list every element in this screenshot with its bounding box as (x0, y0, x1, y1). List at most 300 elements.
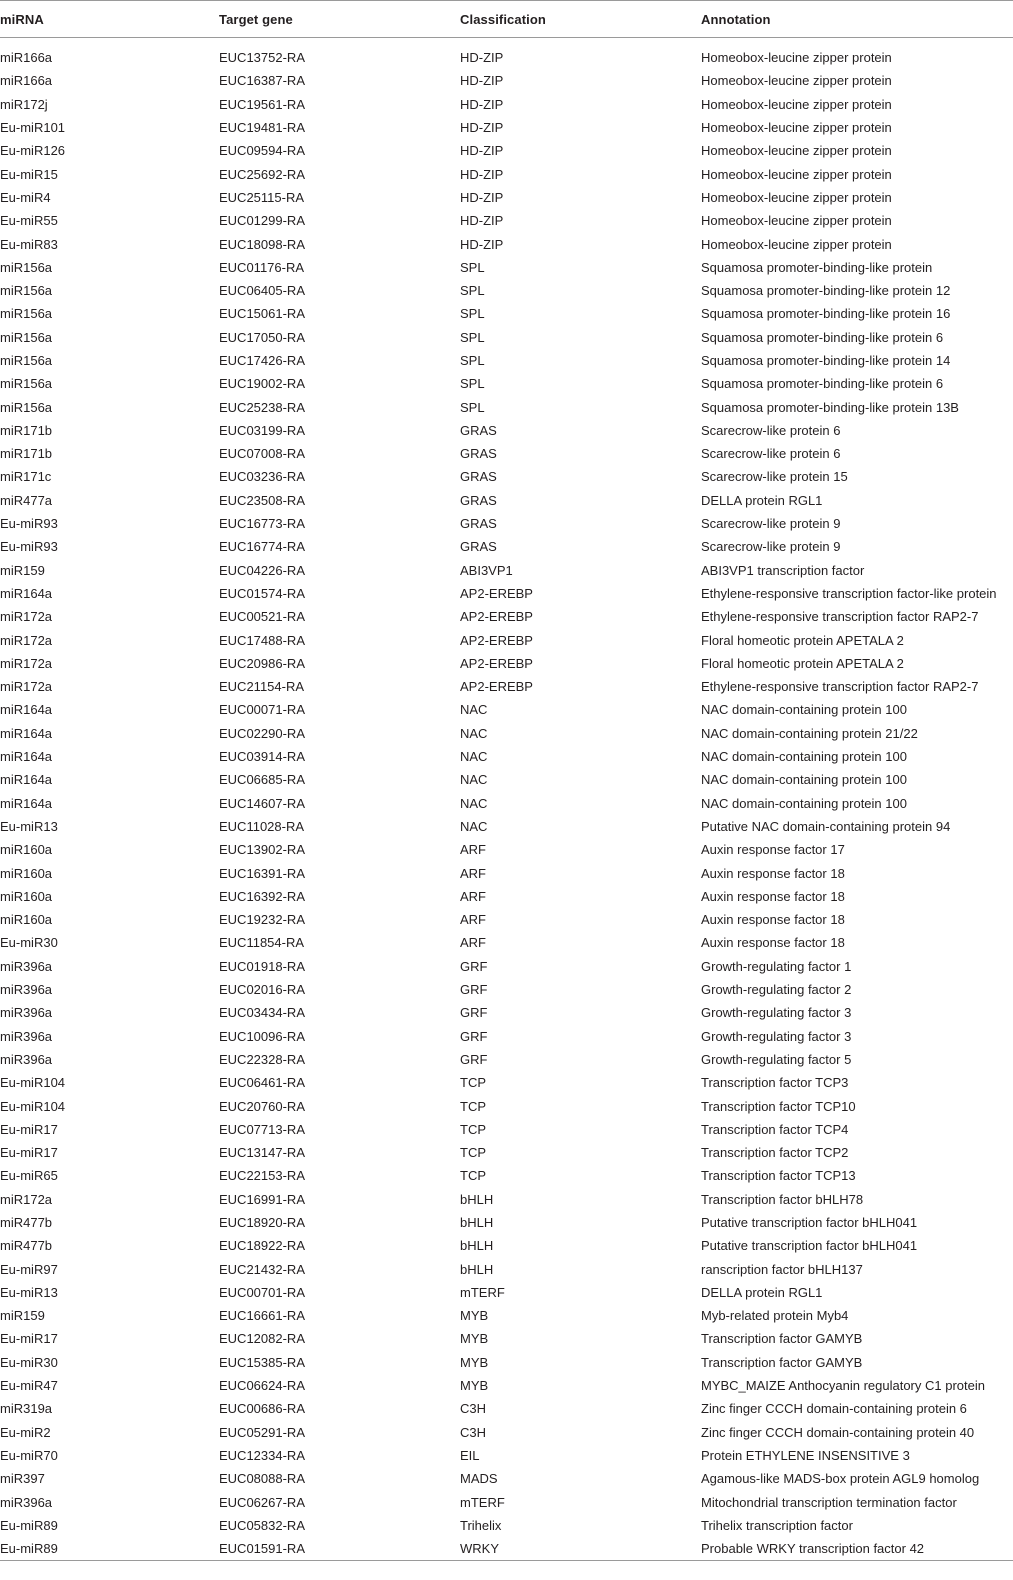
cell-annotation: Transcription factor GAMYB (701, 1331, 863, 1347)
table-row (0, 1374, 1013, 1397)
table-row (0, 489, 1013, 512)
cell-mirna: Eu-miR2 (0, 1424, 51, 1440)
header-classification: Classification (460, 1, 701, 38)
table-row (0, 1094, 1013, 1117)
table-row (0, 395, 1013, 418)
table-row (0, 1514, 1013, 1537)
cell-classification: MYB (460, 1378, 489, 1394)
cell-classification: ARF (460, 865, 486, 881)
cell-annotation: Transcription factor TCP3 (701, 1075, 849, 1091)
table-row (0, 69, 1013, 92)
cell-annotation: Putative transcription factor bHLH041 (701, 1214, 918, 1230)
table-row (0, 559, 1013, 582)
table-row (0, 116, 1013, 139)
table-row (0, 1421, 1013, 1444)
cell-classification: SPL (460, 283, 485, 299)
cell-annotation: MYBC_MAIZE Anthocyanin regulatory C1 protein (701, 1378, 985, 1394)
cell-classification: GRAS (460, 469, 497, 485)
cell-target-gene: EUC17426-RA (219, 353, 305, 368)
cell-target-gene: EUC23508-RA (219, 492, 305, 508)
cell-target-gene: EUC03199-RA (219, 422, 305, 438)
cell-classification: TCP (460, 1168, 486, 1184)
cell-mirna: miR156a (0, 399, 53, 415)
cell-mirna: miR156a (0, 283, 53, 299)
cell-mirna: miR164a (0, 585, 53, 601)
cell-annotation: Agamous-like MADS-box protein AGL9 homolog (701, 1471, 980, 1487)
cell-target-gene: EUC06624-RA (219, 1378, 305, 1394)
cell-classification: HD-ZIP (460, 143, 504, 159)
cell-annotation: Putative transcription factor bHLH041 (701, 1238, 918, 1254)
cell-target-gene: EUC21432-RA (219, 1261, 305, 1277)
table-row (0, 675, 1013, 698)
cell-mirna: Eu-miR30 (0, 935, 58, 951)
cell-target-gene: EUC16991-RA (219, 1191, 305, 1207)
cell-annotation: Homeobox-leucine zipper protein (701, 96, 892, 112)
table-row (0, 1234, 1013, 1257)
cell-annotation: Ethylene-responsive transcription factor-like protein (701, 585, 997, 601)
cell-classification: NAC (460, 725, 488, 741)
cell-annotation: Auxin response factor 18 (701, 912, 845, 928)
cell-target-gene: EUC00686-RA (219, 1401, 305, 1417)
cell-classification: AP2-EREBP (460, 655, 533, 671)
cell-target-gene: EUC12334-RA (219, 1447, 305, 1463)
cell-mirna: miR319a (0, 1401, 53, 1417)
table-row (0, 1444, 1013, 1467)
cell-annotation: Auxin response factor 18 (701, 865, 845, 881)
table-row (0, 535, 1013, 558)
cell-target-gene: EUC03914-RA (219, 749, 305, 765)
table-row (0, 1188, 1013, 1211)
cell-classification: NAC (460, 818, 488, 834)
cell-mirna: Eu-miR17 (0, 1121, 58, 1137)
cell-mirna: Eu-miR97 (0, 1261, 58, 1277)
cell-annotation: Squamosa promoter-binding-like protein 12 (701, 283, 951, 299)
cell-classification: TCP (460, 1121, 486, 1137)
cell-annotation: Homeobox-leucine zipper protein (701, 120, 892, 136)
cell-classification: AP2-EREBP (460, 679, 533, 695)
cell-target-gene: EUC16387-RA (219, 73, 305, 89)
cell-annotation: Homeobox-leucine zipper protein (701, 166, 892, 182)
cell-target-gene: EUC01918-RA (219, 958, 305, 974)
cell-target-gene: EUC06267-RA (219, 1494, 305, 1510)
cell-classification: SPL (460, 399, 485, 415)
table-row (0, 1141, 1013, 1164)
cell-mirna: Eu-miR104 (0, 1098, 66, 1114)
cell-classification: MYB (460, 1308, 489, 1324)
cell-classification: HD-ZIP (460, 73, 504, 89)
header-target-gene: Target gene (219, 1, 460, 38)
cell-annotation: Squamosa promoter-binding-like protein 16 (701, 306, 951, 322)
cell-mirna: miR164a (0, 772, 53, 788)
cell-mirna: miR477b (0, 1214, 53, 1230)
table-row (0, 1397, 1013, 1420)
table-row (0, 139, 1013, 162)
cell-classification: GRF (460, 1051, 488, 1067)
cell-mirna: miR396a (0, 1005, 53, 1021)
cell-mirna: Eu-miR93 (0, 516, 58, 532)
header-annotation: Annotation (701, 1, 1013, 38)
cell-classification: SPL (460, 376, 485, 392)
cell-classification: AP2-EREBP (460, 585, 533, 601)
cell-annotation: Growth-regulating factor 2 (701, 982, 852, 998)
cell-mirna: Eu-miR13 (0, 818, 58, 834)
cell-target-gene: EUC02016-RA (219, 982, 305, 998)
cell-mirna: miR172a (0, 1191, 53, 1207)
cell-classification: ARF (460, 888, 486, 904)
cell-classification: ARF (460, 935, 486, 951)
table-row (0, 372, 1013, 395)
cell-mirna: miR164a (0, 795, 53, 811)
cell-classification: NAC (460, 795, 488, 811)
cell-classification: mTERF (460, 1494, 505, 1510)
table-row (0, 955, 1013, 978)
table-row (0, 46, 1013, 69)
cell-classification: C3H (460, 1401, 487, 1417)
cell-classification: HD-ZIP (460, 166, 504, 182)
table-row (0, 326, 1013, 349)
table-row (0, 931, 1013, 954)
cell-annotation: Myb-related protein Myb4 (701, 1308, 849, 1324)
cell-mirna: miR160a (0, 888, 53, 904)
cell-annotation: NAC domain-containing protein 100 (701, 702, 907, 718)
cell-annotation: NAC domain-containing protein 100 (701, 749, 907, 765)
table-row (0, 279, 1013, 302)
table-row (0, 93, 1013, 116)
cell-annotation: Transcription factor TCP2 (701, 1145, 849, 1161)
table-row (0, 698, 1013, 721)
cell-annotation: NAC domain-containing protein 21/22 (701, 725, 918, 741)
cell-mirna: miR164a (0, 702, 53, 718)
cell-target-gene: EUC11854-RA (219, 935, 305, 951)
cell-classification: GRF (460, 958, 488, 974)
cell-mirna: Eu-miR70 (0, 1447, 58, 1463)
cell-mirna: Eu-miR17 (0, 1145, 58, 1161)
cell-annotation: DELLA protein RGL1 (701, 492, 823, 508)
cell-target-gene: EUC18922-RA (219, 1238, 305, 1254)
cell-target-gene: EUC10096-RA (219, 1028, 305, 1044)
cell-annotation: Squamosa promoter-binding-like protein 13B (701, 399, 959, 415)
cell-classification: GRF (460, 1005, 488, 1021)
cell-target-gene: EUC22153-RA (219, 1168, 305, 1184)
cell-mirna: miR396a (0, 982, 53, 998)
cell-target-gene: EUC18920-RA (219, 1214, 305, 1230)
cell-mirna: miR159 (0, 562, 45, 578)
cell-mirna: Eu-miR101 (0, 120, 66, 136)
cell-annotation: NAC domain-containing protein 100 (701, 795, 907, 811)
cell-mirna: Eu-miR89 (0, 1537, 219, 1560)
cell-mirna: miR172a (0, 632, 53, 648)
cell-mirna: Eu-miR93 (0, 539, 58, 555)
cell-mirna: miR396a (0, 1051, 53, 1067)
cell-target-gene: EUC20760-RA (219, 1098, 305, 1114)
table-row (0, 1537, 1013, 1560)
table-row (0, 419, 1013, 442)
cell-annotation: ranscription factor bHLH137 (701, 1261, 863, 1277)
table-row (0, 978, 1013, 1001)
cell-target-gene: EUC25115-RA (219, 189, 305, 205)
cell-classification: WRKY (460, 1537, 701, 1560)
cell-classification: bHLH (460, 1214, 494, 1230)
cell-annotation: Protein ETHYLENE INSENSITIVE 3 (701, 1447, 910, 1463)
cell-mirna: Eu-miR55 (0, 213, 58, 229)
cell-annotation: Transcription factor GAMYB (701, 1354, 863, 1370)
cell-target-gene: EUC01591-RA (219, 1537, 460, 1560)
cell-annotation: Transcription factor bHLH78 (701, 1191, 864, 1207)
cell-target-gene: EUC01299-RA (219, 213, 305, 229)
cell-target-gene: EUC07713-RA (219, 1121, 305, 1137)
cell-classification: GRAS (460, 539, 497, 555)
cell-mirna: miR397 (0, 1471, 45, 1487)
table-row (0, 628, 1013, 651)
table-row (0, 1351, 1013, 1374)
cell-target-gene: EUC00071-RA (219, 702, 305, 718)
cell-annotation: Homeobox-leucine zipper protein (701, 73, 892, 89)
header-row (0, 1, 1013, 38)
cell-annotation: Homeobox-leucine zipper protein (701, 213, 892, 229)
cell-classification: TCP (460, 1098, 486, 1114)
cell-target-gene: EUC13752-RA (219, 50, 305, 66)
cell-classification: HD-ZIP (460, 96, 504, 112)
header-mirna: miRNA (0, 1, 219, 38)
cell-target-gene: EUC12082-RA (219, 1331, 305, 1347)
cell-annotation: Floral homeotic protein APETALA 2 (701, 655, 904, 671)
cell-mirna: Eu-miR89 (0, 1517, 58, 1533)
table-row (0, 465, 1013, 488)
cell-classification: GRAS (460, 492, 497, 508)
cell-classification: HD-ZIP (460, 213, 504, 229)
cell-target-gene: EUC15061-RA (219, 306, 305, 322)
table-row (0, 861, 1013, 884)
cell-classification: GRF (460, 1028, 488, 1044)
cell-annotation: Squamosa promoter-binding-like protein (701, 259, 933, 275)
cell-target-gene: EUC21154-RA (219, 679, 305, 695)
cell-annotation: Squamosa promoter-binding-like protein 14 (701, 353, 951, 368)
table-row (0, 1467, 1013, 1490)
cell-classification: HD-ZIP (460, 236, 504, 252)
table-row (0, 162, 1013, 185)
cell-target-gene: EUC16661-RA (219, 1308, 305, 1324)
cell-classification: Trihelix (460, 1517, 502, 1533)
cell-annotation: Putative NAC domain-containing protein 94 (701, 818, 951, 834)
cell-mirna: miR156a (0, 306, 53, 322)
cell-target-gene: EUC04226-RA (219, 562, 305, 578)
cell-mirna: miR156a (0, 376, 53, 392)
cell-classification: AP2-EREBP (460, 609, 533, 625)
table-row (0, 908, 1013, 931)
cell-mirna: miR160a (0, 865, 53, 881)
cell-target-gene: EUC06405-RA (219, 283, 305, 299)
cell-classification: bHLH (460, 1261, 494, 1277)
cell-mirna: miR171b (0, 446, 53, 462)
cell-target-gene: EUC14607-RA (219, 795, 305, 811)
cell-mirna: Eu-miR104 (0, 1075, 66, 1091)
table-row (0, 652, 1013, 675)
cell-mirna: miR160a (0, 912, 53, 928)
cell-mirna: miR164a (0, 749, 53, 765)
cell-annotation: Zinc finger CCCH domain-containing protein 40 (701, 1424, 975, 1440)
cell-target-gene: EUC03434-RA (219, 1005, 305, 1021)
cell-classification: GRAS (460, 446, 497, 462)
cell-mirna: Eu-miR47 (0, 1378, 58, 1394)
cell-mirna: miR156a (0, 329, 53, 345)
table-row (0, 349, 1013, 372)
cell-mirna: miR477b (0, 1238, 53, 1254)
cell-target-gene: EUC11028-RA (219, 818, 305, 834)
cell-target-gene: EUC19561-RA (219, 96, 305, 112)
cell-mirna: miR171b (0, 422, 53, 438)
cell-target-gene: EUC19232-RA (219, 912, 305, 928)
cell-mirna: miR396a (0, 1028, 53, 1044)
cell-mirna: miR156a (0, 353, 53, 368)
cell-annotation: Trihelix transcription factor (701, 1517, 853, 1533)
table-body (0, 38, 1013, 1561)
cell-target-gene: EUC20986-RA (219, 655, 305, 671)
cell-classification: SPL (460, 306, 485, 322)
cell-target-gene: EUC00701-RA (219, 1284, 305, 1300)
cell-classification: ABI3VP1 (460, 562, 513, 578)
cell-annotation: Homeobox-leucine zipper protein (701, 189, 892, 205)
cell-annotation: Scarecrow-like protein 9 (701, 516, 841, 532)
cell-classification: bHLH (460, 1191, 494, 1207)
cell-annotation: Scarecrow-like protein 9 (701, 539, 841, 555)
cell-classification: MADS (460, 1471, 498, 1487)
cell-annotation: Homeobox-leucine zipper protein (701, 50, 892, 66)
cell-annotation: ABI3VP1 transcription factor (701, 562, 865, 578)
cell-classification: NAC (460, 749, 488, 765)
table-row (0, 582, 1013, 605)
table-row (0, 1257, 1013, 1280)
cell-mirna: Eu-miR83 (0, 236, 58, 252)
cell-classification: AP2-EREBP (460, 632, 533, 648)
cell-annotation: Homeobox-leucine zipper protein (701, 143, 892, 159)
cell-mirna: Eu-miR4 (0, 189, 51, 205)
cell-target-gene: EUC09594-RA (219, 143, 305, 159)
cell-mirna: miR172a (0, 609, 53, 625)
cell-mirna: miR160a (0, 842, 53, 858)
table-row (0, 232, 1013, 255)
cell-classification: HD-ZIP (460, 50, 504, 66)
table-row (0, 1211, 1013, 1234)
cell-classification: TCP (460, 1145, 486, 1161)
cell-annotation: Transcription factor TCP10 (701, 1098, 856, 1114)
cell-target-gene: EUC19002-RA (219, 376, 305, 392)
table-row (0, 1490, 1013, 1513)
cell-mirna: miR164a (0, 725, 53, 741)
cell-classification: ARF (460, 912, 486, 928)
table-row (0, 1001, 1013, 1024)
table-row (0, 1281, 1013, 1304)
table-row (0, 442, 1013, 465)
cell-target-gene: EUC16773-RA (219, 516, 305, 532)
cell-classification: SPL (460, 259, 485, 275)
cell-annotation: Growth-regulating factor 3 (701, 1028, 852, 1044)
cell-annotation: DELLA protein RGL1 (701, 1284, 823, 1300)
table-row (0, 1048, 1013, 1071)
cell-classification: ARF (460, 842, 486, 858)
cell-target-gene: EUC05832-RA (219, 1517, 305, 1533)
cell-target-gene: EUC22328-RA (219, 1051, 305, 1067)
cell-annotation: Squamosa promoter-binding-like protein 6 (701, 329, 944, 345)
cell-classification: GRAS (460, 516, 497, 532)
cell-classification: C3H (460, 1424, 487, 1440)
cell-mirna: miR166a (0, 50, 53, 66)
table-row (0, 1327, 1013, 1350)
cell-target-gene: EUC06461-RA (219, 1075, 305, 1091)
cell-annotation: Ethylene-responsive transcription factor RAP2-7 (701, 609, 979, 625)
table-row (0, 1304, 1013, 1327)
table-row (0, 792, 1013, 815)
table-row (0, 838, 1013, 861)
cell-mirna: Eu-miR13 (0, 1284, 58, 1300)
table-row (0, 1164, 1013, 1187)
cell-annotation: Growth-regulating factor 1 (701, 958, 852, 974)
table-row (0, 209, 1013, 232)
cell-mirna: miR172j (0, 96, 48, 112)
cell-mirna: miR477a (0, 492, 53, 508)
cell-target-gene: EUC19481-RA (219, 120, 305, 136)
cell-mirna: Eu-miR17 (0, 1331, 58, 1347)
cell-target-gene: EUC07008-RA (219, 446, 305, 462)
cell-annotation: Zinc finger CCCH domain-containing protein 6 (701, 1401, 967, 1417)
cell-target-gene: EUC13147-RA (219, 1145, 305, 1161)
cell-classification: TCP (460, 1075, 486, 1091)
cell-annotation: NAC domain-containing protein 100 (701, 772, 907, 788)
cell-annotation: Auxin response factor 18 (701, 888, 845, 904)
cell-target-gene: EUC18098-RA (219, 236, 305, 252)
table-header (0, 1, 1013, 38)
cell-target-gene: EUC06685-RA (219, 772, 305, 788)
cell-classification: MYB (460, 1331, 489, 1347)
cell-target-gene: EUC15385-RA (219, 1354, 305, 1370)
cell-classification: NAC (460, 702, 488, 718)
cell-annotation: Probable WRKY transcription factor 42 (701, 1537, 1013, 1560)
cell-classification: bHLH (460, 1238, 494, 1254)
cell-mirna: miR166a (0, 73, 53, 89)
cell-annotation: Scarecrow-like protein 6 (701, 422, 841, 438)
cell-annotation: Floral homeotic protein APETALA 2 (701, 632, 904, 648)
table-row (0, 815, 1013, 838)
cell-target-gene: EUC01574-RA (219, 585, 305, 601)
table-row (0, 722, 1013, 745)
table-row (0, 256, 1013, 279)
cell-classification: EIL (460, 1447, 480, 1463)
cell-mirna: Eu-miR126 (0, 143, 66, 159)
cell-target-gene: EUC01176-RA (219, 259, 305, 275)
cell-annotation: Mitochondrial transcription termination factor (701, 1494, 957, 1510)
cell-annotation: Transcription factor TCP13 (701, 1168, 856, 1184)
cell-target-gene: EUC16392-RA (219, 888, 305, 904)
cell-target-gene: EUC16774-RA (219, 539, 305, 555)
cell-classification: GRF (460, 982, 488, 998)
cell-annotation: Auxin response factor 17 (701, 842, 845, 858)
cell-mirna: Eu-miR65 (0, 1168, 58, 1184)
cell-annotation: Scarecrow-like protein 6 (701, 446, 841, 462)
cell-mirna: miR156a (0, 259, 53, 275)
cell-mirna: Eu-miR15 (0, 166, 58, 182)
cell-classification: mTERF (460, 1284, 505, 1300)
table-row (0, 1118, 1013, 1141)
cell-target-gene: EUC16391-RA (219, 865, 305, 881)
cell-classification: NAC (460, 772, 488, 788)
cell-mirna: miR396a (0, 958, 53, 974)
cell-annotation: Transcription factor TCP4 (701, 1121, 849, 1137)
cell-annotation: Ethylene-responsive transcription factor RAP2-7 (701, 679, 979, 695)
cell-annotation: Homeobox-leucine zipper protein (701, 236, 892, 252)
cell-classification: MYB (460, 1354, 489, 1370)
table-row (0, 302, 1013, 325)
cell-target-gene: EUC13902-RA (219, 842, 305, 858)
cell-annotation: Growth-regulating factor 5 (701, 1051, 852, 1067)
